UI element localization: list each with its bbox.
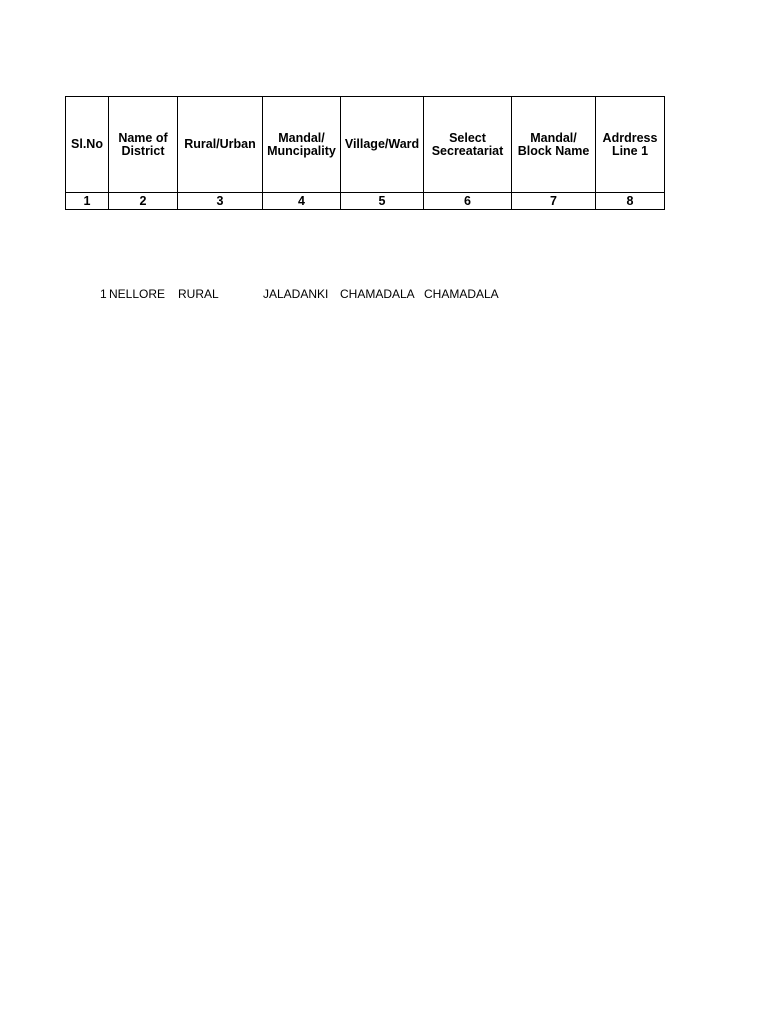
header-table [65, 96, 665, 210]
column-number: 7 [512, 193, 596, 210]
column-number: 8 [596, 193, 665, 210]
header-sl-no: Sl.No [66, 97, 109, 193]
column-number: 3 [178, 193, 263, 210]
column-number: 5 [341, 193, 424, 210]
column-number: 4 [263, 193, 341, 210]
record-mandal: JALADANKI [263, 287, 329, 301]
header-village-ward: Village/Ward [341, 97, 424, 193]
header-mandal-block-name: Mandal/ Block Name [512, 97, 596, 193]
header-rural-urban: Rural/Urban [178, 97, 263, 193]
header-select-secretariat: Select Secreatariat [424, 97, 512, 193]
data-record-row [0, 286, 768, 302]
column-number: 1 [66, 193, 109, 210]
column-number: 2 [109, 193, 178, 210]
header-address-line-1: Adrdress Line 1 [596, 97, 665, 193]
column-number-row [66, 193, 665, 210]
record-rural-urban: RURAL [178, 287, 219, 301]
record-district: NELLORE [109, 287, 166, 301]
record-sl-no: 1 [100, 287, 107, 301]
record-secretariat: CHAMADALA [424, 287, 499, 301]
header-row [66, 97, 665, 193]
header-mandal-muncipality: Mandal/ Muncipality [263, 97, 341, 193]
record-village: CHAMADALA [340, 287, 415, 301]
column-number: 6 [424, 193, 512, 210]
header-name-of-district: Name of District [109, 97, 178, 193]
